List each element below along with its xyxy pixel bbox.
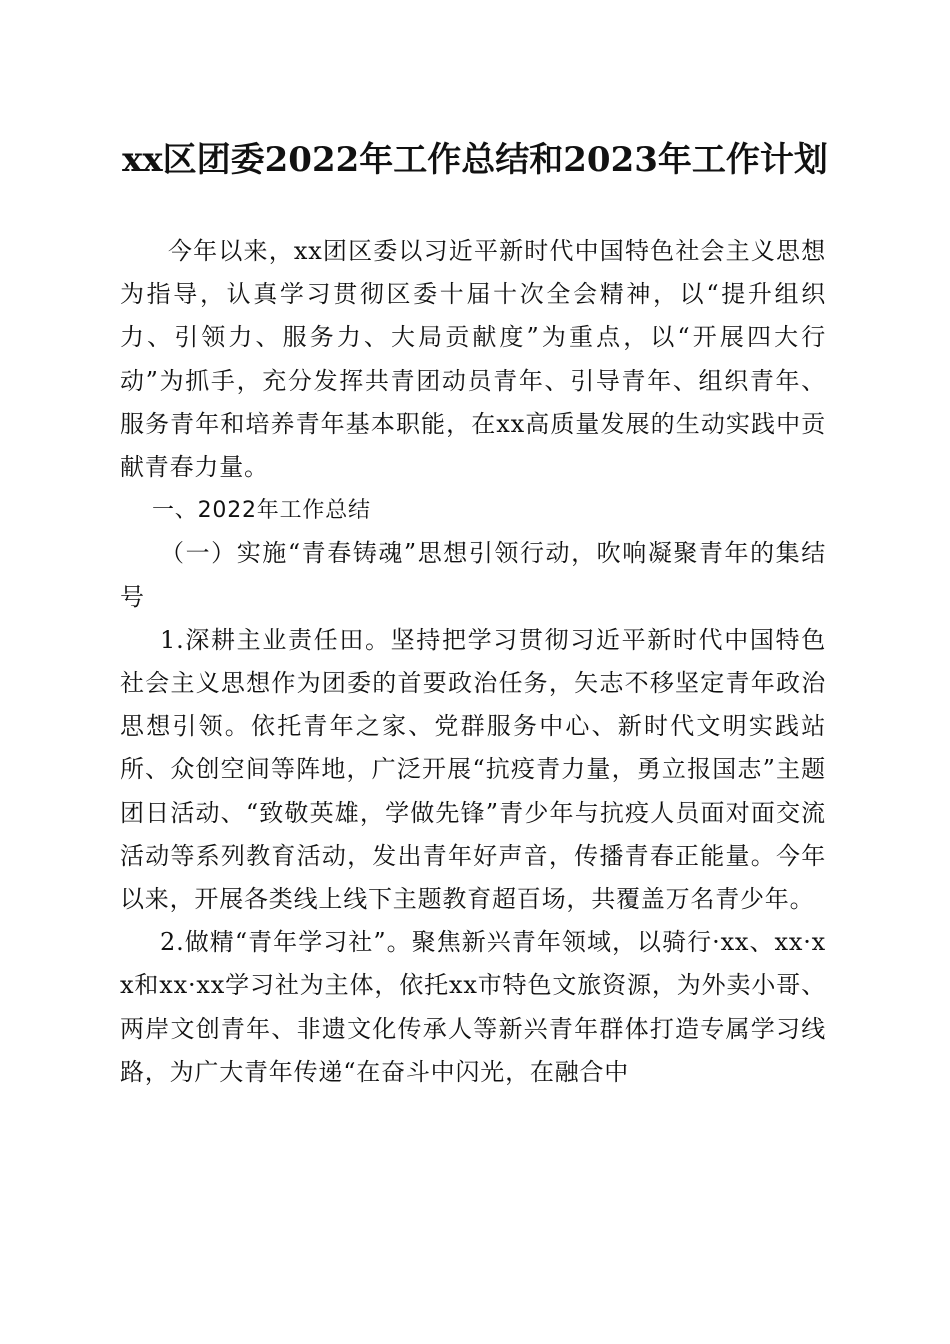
- document-title: xx区团委2022年工作总结和2023年工作计划: [122, 140, 828, 180]
- subsection-heading-1: （一）实施“青春铸魂”思想引领行动，吹响凝聚青年的集结号: [120, 539, 826, 611]
- section-heading-2022-summary: 一、2022年工作总结: [152, 498, 371, 524]
- document-body: [120, 230, 826, 1094]
- item-paragraph-2: 2.做精“青年学习社”。聚焦新兴青年领域，以骑行·xx、xx·xx和xx·xx学习社为主体，依托xx市特色文旅资源，为外卖小哥、两岸文创青年、非遗文化传承人等新兴青年群体打造专属学习线路，为广大青年传递“在奋斗中闪光，在融合中: [120, 928, 826, 1086]
- intro-paragraph: 今年以来，xx团区委以习近平新时代中国特色社会主义思想为指导，认真学习贯彻区委十届十次全会精神，以“提升组织力、引领力、服务力、大局贡献度”为重点，以“开展四大行动”为抓手，充分发挥共青团动员青年、引导青年、组织青年、服务青年和培养青年基本职能，在xx高质量发展的生动实践中贡献青春力量。: [120, 237, 826, 482]
- item-paragraph-1: 1.深耕主业责任田。坚持把学习贯彻习近平新时代中国特色社会主义思想作为团委的首要政治任务，矢志不移坚定青年政治思想引领。依托青年之家、党群服务中心、新时代文明实践站所、众创空间等阵地，广泛开展“抗疫青力量，勇立报国志”主题团日活动、“致敬英雄，学做先锋”青少年与抗疫人员面对面交流活动等系列教育活动，发出青年好声音，传播青春正能量。今年以来，开展各类线上线下主题教育超百场，共覆盖万名青少年。: [120, 625, 826, 914]
